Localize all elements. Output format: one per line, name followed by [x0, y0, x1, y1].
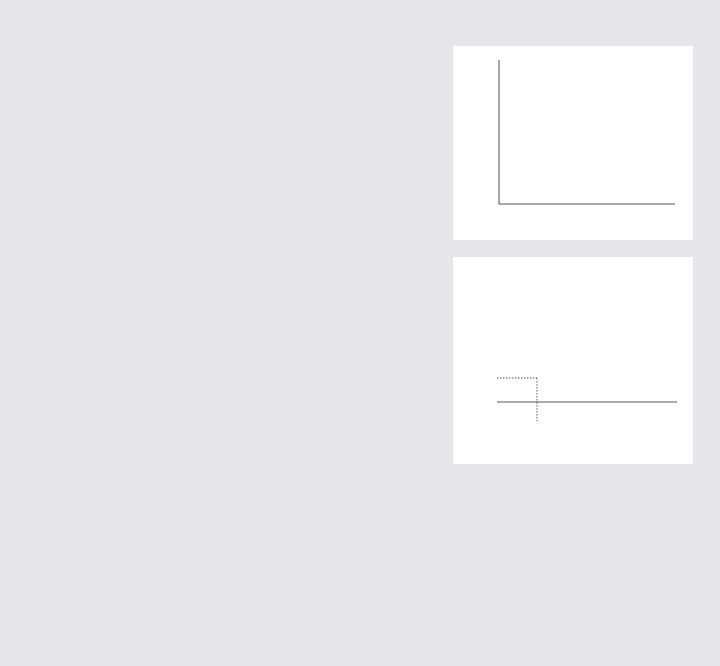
figure-a-panel	[453, 46, 693, 240]
figure-b-panel	[453, 257, 693, 464]
figure-a-chart	[453, 46, 693, 240]
figure-b-chart	[453, 257, 693, 464]
